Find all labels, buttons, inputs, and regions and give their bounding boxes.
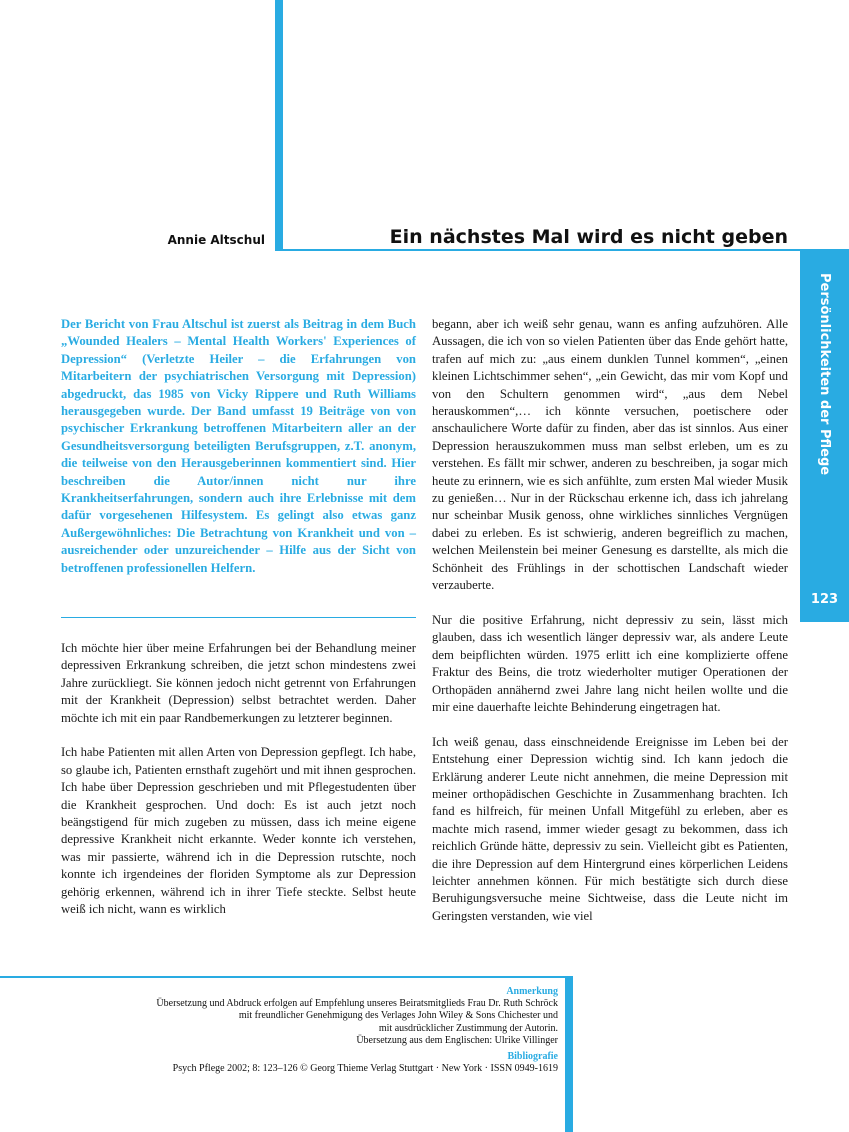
- section-tab: [800, 251, 849, 622]
- header-accent-bar: [275, 0, 283, 251]
- author-name: Annie Altschul: [167, 233, 265, 247]
- header-rule: [275, 249, 849, 251]
- page-number: 123: [810, 592, 839, 607]
- paragraph: Ich weiß genau, dass einschneidende Ereignisse im Leben bei der Entstehung einer Depression wichtig sind. Ich kann jedoch die Erklärung anderer Leute nicht annehmen, die meine Depression mit meiner orthopädischen Geschichte in Zusammenhang brachten. Ich fand es hilfreich, für meinen Unfall Mitgefühl zu erleben, aber es machte mich rasend, immer wieder gesagt zu bekommen, dass ich reichlich Gründe hätte, depressiv zu sein. Vielleicht gibt es Patienten, die ihre Depression auf dem Hintergrund eines körperlichen Leidens leichter annehmen können. Für mich bestätigte sich durch diese Beruhigungsversuche meine Sichtweise, dass die Leute nicht im Geringsten verstanden, wie viel: [432, 734, 788, 923]
- body-column-left: [61, 640, 416, 936]
- bibliography-text: Psych Pflege 2002; 8: 123–126 © Georg Thieme Verlag Stuttgart · New York · ISSN 0949-1619: [172, 1063, 558, 1075]
- paragraph: Ich möchte hier über meine Erfahrungen bei der Behandlung meiner depressiven Erkrankung schreiben, die jetzt schon mindestens zwei Jahre zurückliegt. Sie können jedoch nicht getrennt von Erfahrungen mit der Krankheit (Depression) selbst betrachtet werden. Daher möchte ich mit ein paar Randbemerkungen zu letzterer beginnen.: [61, 641, 416, 725]
- bibliography-heading: Bibliografie: [507, 1051, 558, 1063]
- footer-accent-bar: [565, 976, 573, 1132]
- note-heading: Anmerkung: [506, 986, 558, 997]
- paragraph: begann, aber ich weiß sehr genau, wann es anfing aufzuhören. Alle Aussagen, die ich von so vielen Patienten über das Ende gehört hatte, trafen auf mich zu: „aus einem dunklen Tunnel kommen“, „einen kleinen Lichtschimmer sehen“, „ein Gewicht, das mir vom Kopf und von den Schultern genommen wird“, „aus dem Nebel herauskommen“,… ich könnte versuchen, poetischere oder anschaulichere Worte dafür zu finden, aber das ist sinnlos. Aus einer Depression herauszukommen muss man selbst erleben, um es zu verstehen. Es fällt mir schwer, anderen zu beschreiben, ja sogar mich heute zu erinnern, wie es sich anfühlte, zum ersten Mal wieder Musik zu genießen… Nur in der Rückschau erkenne ich, dass ich jahrelang nur scheinbar Musik genoss, ohne wirkliches sinnliches Vergnügen dabei zu erleben. Es ist schwierig, anderen begreiflich zu machen, welchen Meilenstein bei meiner Genesung es darstellte, als mich die Schönheit des Frühlings in der schottischen Landschaft wieder verzauberte.: [432, 317, 788, 593]
- note-line: mit freundlicher Genehmigung des Verlages John Wiley & Sons Chichester und: [238, 1010, 558, 1022]
- abstract: Der Bericht von Frau Altschul ist zuerst als Beitrag in dem Buch „Wounded Healers – Mental Health Workers' Experiences of Depression“ (Verletzte Heiler – die Erfahrungen von Mitarbeitern der psychiatrischen Versorgung mit Depression) abgedruckt, das 1985 von Vicky Rippere und Ruth Williams herausgegeben wurde. Der Band umfasst 19 Beiträge von von psychischer Erkrankung betroffenen Mitarbeitern aller an der Gesundheitsversorgung beteiligten Berufsgruppen, z.T. anonym, die teilweise von den Herausgeberinnen kommentiert sind. Hier beschreiben die Autor/innen nicht nur ihre Krankheitserfahrungen, sondern auch ihre Erlebnisse mit dem dafür vorgesehenen Hilfesystem. Es gelingt also etwas ganz Außergewöhnliches: Die Betrachtung von Krankheit und von – ausreichender oder unzureichender – Hilfe aus der Sicht von betroffenen professionellen Helfern.: [61, 317, 416, 575]
- paragraph: Ich habe Patienten mit allen Arten von Depression gepflegt. Ich habe, so glaube ich, Patienten ernsthaft zugehört und mit ihnen gesprochen. Ich habe über Depression geschrieben und mit Pflegestudenten über die Krankheit gesprochen. Und doch: Es ist auch jetzt noch beängstigend für mich zugeben zu müssen, dass ich meine eigene depressive Krankheit nicht erkannte. Weder konnte ich verstehen, was mir passierte, während ich in die Depression rutschte, noch konnte ich irgendeines der floriden Symptome als zur Depression gehörig erkennen, während ich in ihrer Tiefe steckte. Selbst heute weiß ich nicht, wann es wirklich: [61, 745, 416, 917]
- note-line: mit ausdrücklicher Zustimmung der Autorin.: [378, 1022, 558, 1034]
- note-line: Übersetzung aus dem Englischen: Ulrike Villinger: [356, 1034, 558, 1046]
- footer-notes: [38, 986, 558, 1075]
- section-title: Persönlichkeiten der Pflege: [816, 273, 832, 476]
- abstract-separator: [61, 617, 416, 618]
- paragraph: Nur die positive Erfahrung, nicht depressiv zu sein, lässt mich glauben, dass ich wesentlich länger depressiv war, als andere Leute dem beipflichten würden. 1975 erlitt ich eine komplizierte offene Fraktur des Beins, die trotz wiederholter mutiger Operationen der Orthopäden annähernd zwei Jahre lang nicht heilen wollte und die mir eine dauerhafte leichte Behinderung eingetragen hat.: [432, 612, 788, 714]
- note-line: Übersetzung und Abdruck erfolgen auf Empfehlung unseres Beiratsmitglieds Frau Dr. Ruth Schröck: [156, 998, 558, 1010]
- article-title: Ein nächstes Mal wird es nicht geben: [389, 226, 788, 248]
- body-column-right: [432, 316, 788, 943]
- footer-rule: [0, 976, 573, 978]
